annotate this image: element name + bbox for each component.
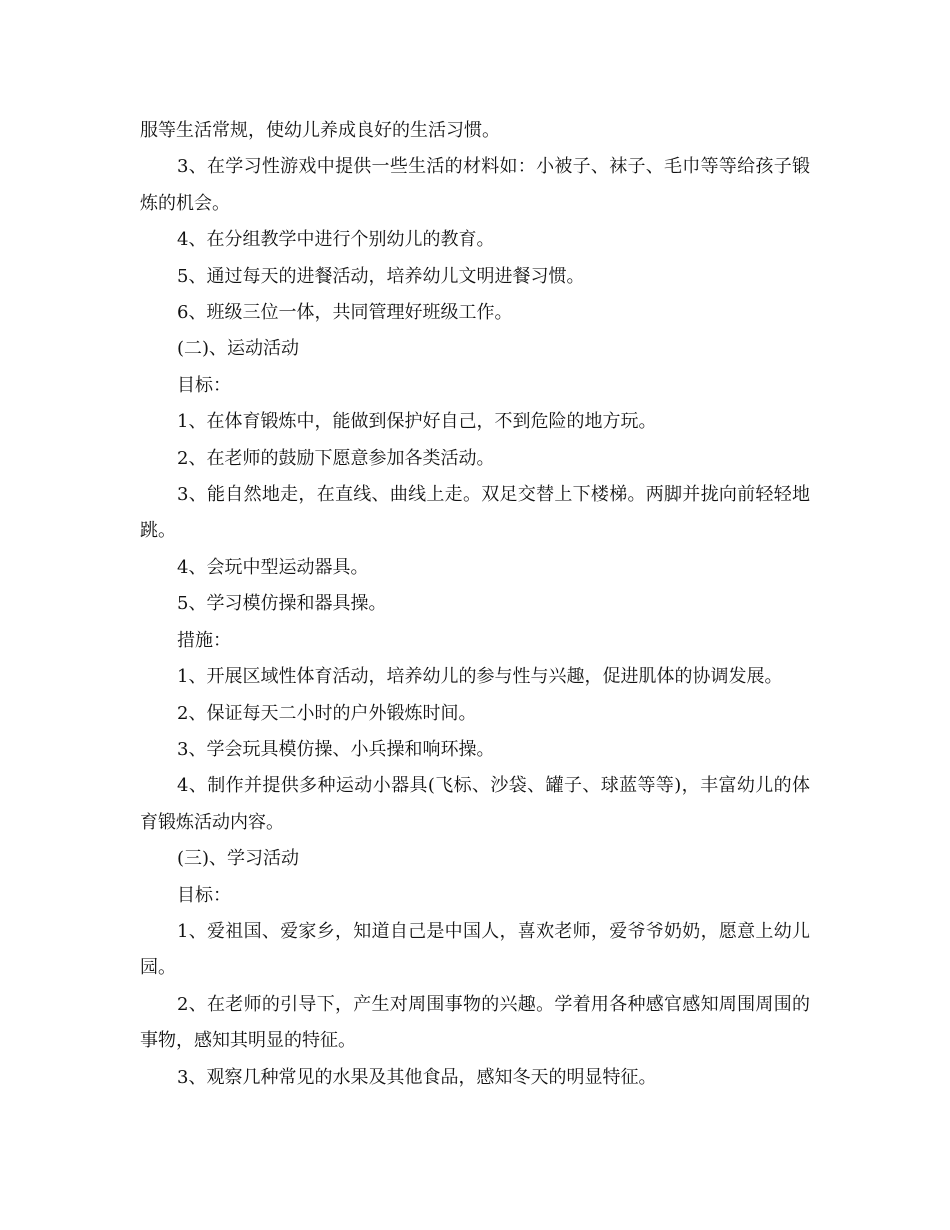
section-heading-sports: (二)、运动活动 (177, 338, 300, 360)
measures-label: 措施： (177, 629, 231, 651)
paragraph-1: 3、在学习性游戏中提供一些生活的材料如：小被子、袜子、毛巾等等给孩子锻炼的机会。 (140, 156, 810, 214)
goals-label: 目标： (177, 374, 231, 396)
paragraph-4: 6、班级三位一体，共同管理好班级工作。 (177, 302, 513, 324)
paragraph-15: 3、学会玩具模仿操、小兵操和响环操。 (177, 738, 495, 760)
paragraph-2: 4、在分组教学中进行个别幼儿的教育。 (177, 229, 495, 251)
paragraph-19: 1、爱祖国、爱家乡，知道自己是中国人，喜欢老师，爱爷爷奶奶，愿意上幼儿园。 (140, 920, 810, 979)
paragraph-21: 3、观察几种常见的水果及其他食品，感知冬天的明显特征。 (177, 1066, 657, 1088)
paragraph-3: 5、通过每天的进餐活动，培养幼儿文明进餐习惯。 (177, 265, 585, 287)
paragraph-16: 4、制作并提供多种运动小器具(飞标、沙袋、罐子、球蓝等等)，丰富幼儿的体育锻炼活动内容。 (140, 775, 810, 833)
paragraph-13: 1、开展区域性体育活动，培养幼儿的参与性与兴趣，促进肌体的协调发展。 (177, 666, 783, 688)
paragraph-9: 3、能自然地走，在直线、曲线上走。双足交替上下楼梯。两脚并拢向前轻轻地跳。 (140, 484, 810, 542)
document-body (140, 113, 810, 1096)
paragraph-20: 2、在老师的引导下，产生对周围事物的兴趣。学着用各种感官感知周围周围的事物，感知其明显的特征。 (140, 993, 810, 1052)
paragraph-10: 4、会玩中型运动器具。 (177, 556, 369, 578)
section-heading-learning: (三)、学习活动 (177, 848, 300, 870)
paragraph-7: 1、在体育锻炼中，能做到保护好自己，不到危险的地方玩。 (177, 411, 657, 433)
paragraph-14: 2、保证每天二小时的户外锻炼时间。 (177, 702, 477, 724)
paragraph-0: 服等生活常规，使幼儿养成良好的生活习惯。 (140, 120, 500, 141)
paragraph-11: 5、学习模仿操和器具操。 (177, 593, 387, 615)
goals-label-2: 目标： (177, 884, 231, 906)
paragraph-8: 2、在老师的鼓励下愿意参加各类活动。 (177, 447, 495, 469)
